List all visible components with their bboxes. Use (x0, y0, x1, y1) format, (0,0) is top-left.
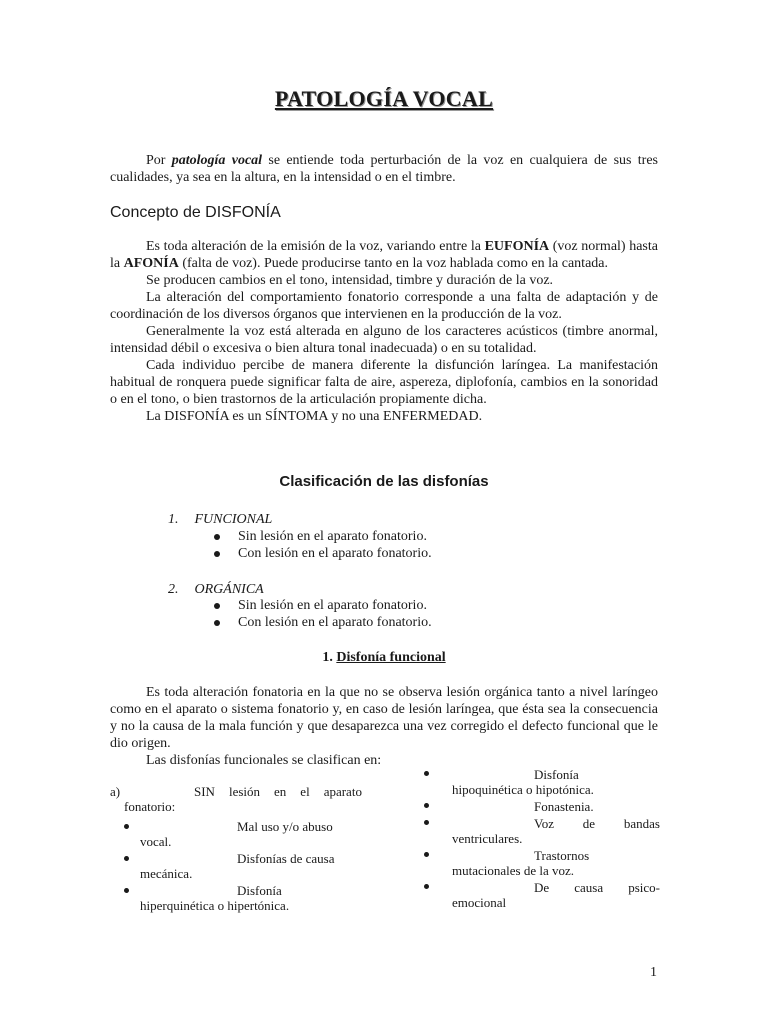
list-item-text: Sin lesión en el aparato fonatorio. (238, 598, 427, 613)
right-column (422, 767, 660, 910)
concepto-p2: Se producen cambios en el tono, intensidad, timbre y duración de la voz. (146, 273, 554, 288)
left-column-header (110, 784, 362, 799)
list-item-text: Trastornos (534, 848, 590, 863)
clasificacion-item-1 (168, 510, 272, 528)
clasificacion-heading: Clasificación de las disfonías (279, 473, 489, 490)
funcional-p1: Es toda alteración fonatoria en la que no se observa lesión orgánica tanto a nivel laríngeo como en el aparato o sistema fonatorio y, en caso de lesión laríngea, que ésta sea la consecuencia y no la causa de la mala función y que desaparezca una vez corregido el defecto funcional que le dio origen. (110, 685, 658, 751)
concepto-p6: La DISFONÍA es un SÍNTOMA y no una ENFERMEDAD. (146, 409, 483, 424)
left-column-letter: a) (110, 784, 121, 799)
right-item-5-word: psico- (628, 880, 660, 895)
funcional-heading (0, 650, 768, 666)
right-item-5-word: De (534, 880, 550, 895)
list-item-text-cont: mecánica. (140, 866, 193, 881)
list-item (422, 880, 660, 910)
list-number: 1. (168, 512, 179, 527)
list-number: 2. (168, 582, 179, 597)
eufonia-term: EUFONÍA (484, 239, 550, 254)
list-item (422, 799, 660, 814)
funcional-heading-text: Disfonía funcional (336, 650, 446, 665)
concepto-p1-c: (voz normal) hasta la (110, 239, 658, 271)
right-item-5-word: causa (574, 880, 604, 895)
list-label: FUNCIONAL (194, 512, 273, 527)
left-header-word: SIN (194, 784, 215, 799)
right-item-3-word: de (582, 816, 596, 831)
funcional-body (110, 684, 658, 769)
bullet-icon (124, 824, 129, 829)
right-item-3-word: Voz (534, 816, 554, 831)
list-item (422, 848, 660, 878)
intro-lead: Por (146, 153, 172, 168)
list-item-text-cont: ventriculares. (452, 831, 523, 846)
list-label: ORGÁNICA (194, 582, 264, 597)
bullet-icon (424, 771, 429, 776)
list-item (214, 598, 427, 614)
list-item-text: Disfonías de causa (237, 851, 335, 866)
concepto-p1-a: Es toda alteración de la emisión de la voz, variando entre la (146, 239, 485, 254)
left-header-word: en (274, 784, 287, 799)
left-header-word: el (300, 784, 310, 799)
list-item-text: Fonastenia. (534, 799, 594, 814)
list-item-text (422, 816, 660, 831)
list-item-text-cont: hiperquinética o hipertónica. (140, 898, 290, 913)
funcional-heading-number: 1. (322, 650, 333, 665)
bullet-icon (424, 820, 429, 825)
list-item-text-cont: vocal. (140, 834, 172, 849)
left-column (110, 784, 362, 913)
list-item (214, 529, 427, 545)
list-item-text: Con lesión en el aparato fonatorio. (238, 546, 432, 561)
concepto-p4: Generalmente la voz está alterada en alguno de los caracteres acústicos (timbre anormal, intensidad débil o excesiva o bien altura tonal inadecuada) o en su totalidad. (110, 324, 658, 356)
concepto-body (110, 238, 658, 425)
list-item (422, 767, 660, 797)
concepto-p5: Cada individuo percibe de manera diferente la disfunción laríngea. La manifestación habitual de ronquera puede significar falta de aire, aspereza, diplofonía, cambios en la sonoridad o en el tono, o bien trastornos de la articulación propiamente dicha. (110, 358, 658, 407)
list-item-text: Disfonía (534, 767, 579, 782)
intro-rest: se entiende toda perturbación de la voz en cualquiera de sus tres cualidades, ya sea en la altura, en la intensidad o en el timbre. (110, 153, 658, 185)
right-item-3-word: bandas (623, 816, 660, 831)
list-item (110, 819, 362, 849)
bullet-icon (424, 884, 429, 889)
list-item-text-cont: mutacionales de la voz. (452, 863, 575, 878)
bullet-icon (124, 856, 129, 861)
list-item-text-cont: hipoquinética o hipotónica. (452, 782, 594, 797)
bullet-icon (214, 603, 220, 609)
list-item-text-cont: emocional (452, 895, 507, 910)
afonia-term: AFONÍA (123, 256, 179, 271)
concepto-heading: Concepto de DISFONÍA (110, 204, 281, 221)
bullet-icon (214, 620, 220, 626)
list-item-text: Disfonía (237, 883, 282, 898)
left-header-word: lesión (228, 784, 261, 799)
intro-paragraph (110, 152, 658, 186)
bullet-icon (124, 888, 129, 893)
list-item (110, 851, 362, 881)
concepto-p1-e: (falta de voz). Puede producirse tanto en la voz hablada como en la cantada. (178, 256, 608, 271)
list-item-text: Sin lesión en el aparato fonatorio. (238, 529, 427, 544)
concepto-p1 (110, 238, 658, 272)
concepto-p3: La alteración del comportamiento fonatorio corresponde a una falta de adaptación y de coordinación de los diversos órganos que intervienen en la producción de la voz. (110, 290, 658, 322)
intro-term: patología vocal (171, 153, 263, 168)
left-header-word: aparato (323, 784, 362, 799)
list-item-text (422, 880, 660, 895)
list-item (214, 615, 432, 631)
list-item (422, 816, 660, 846)
list-item-text: Mal uso y/o abuso (237, 819, 333, 834)
bullet-icon (424, 852, 429, 857)
page-title: PATOLOGÍA VOCAL (274, 86, 494, 111)
list-item-text: Con lesión en el aparato fonatorio. (238, 615, 432, 630)
list-item (110, 883, 362, 913)
clasificacion-item-2 (168, 580, 264, 598)
list-item (214, 546, 432, 562)
page-number: 1 (650, 965, 657, 980)
left-header-continuation: fonatorio: (124, 799, 176, 814)
bullet-icon (214, 534, 220, 540)
bullet-icon (424, 803, 429, 808)
bullet-icon (214, 551, 220, 557)
funcional-p2: Las disfonías funcionales se clasifican en: (146, 753, 382, 768)
